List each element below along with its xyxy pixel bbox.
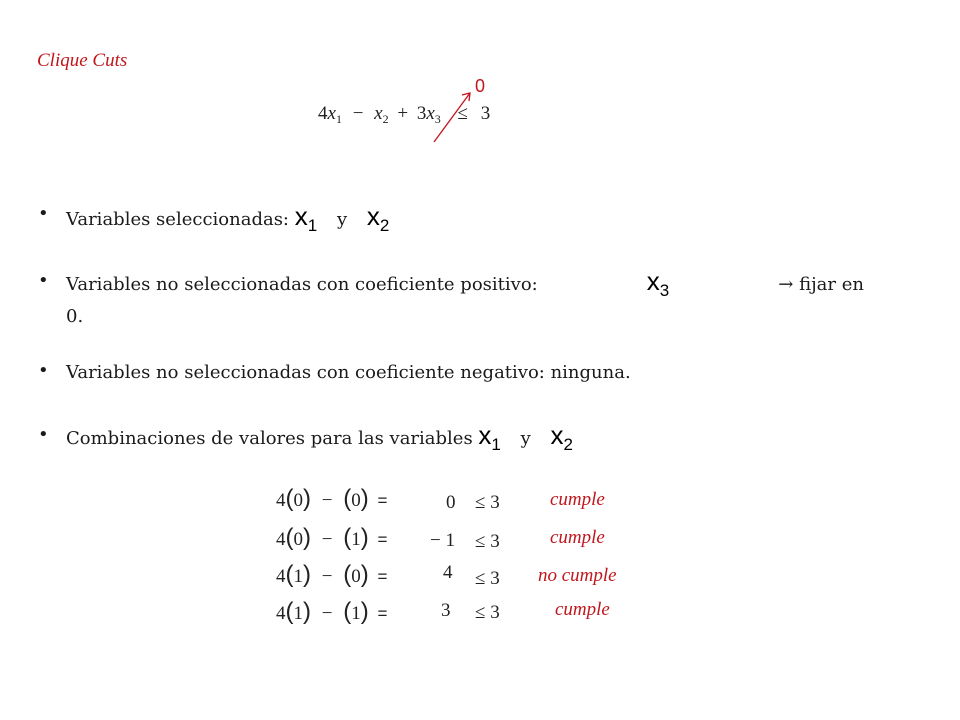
bullet-positive-coef xyxy=(66,268,866,330)
equals: = xyxy=(377,604,388,623)
combination-row xyxy=(276,561,387,589)
coef-1: 4 xyxy=(318,103,328,124)
var-letter: x xyxy=(550,420,564,450)
combination-row xyxy=(276,598,387,626)
rhs: 3 xyxy=(490,492,500,513)
value-b: 1 xyxy=(351,529,361,550)
value-a: 0 xyxy=(293,490,303,511)
rhs: 3 xyxy=(480,103,491,124)
result-label: cumple xyxy=(550,489,605,510)
slide-title: Clique Cuts xyxy=(37,50,128,71)
relation-leq: ≤ xyxy=(475,602,486,623)
bullet-icon: • xyxy=(38,424,49,445)
rhs: 3 xyxy=(490,602,500,623)
bullet-combinations xyxy=(66,422,866,458)
paren-open: ( xyxy=(343,524,352,551)
result-label: cumple xyxy=(550,527,605,548)
paren-close: ) xyxy=(360,485,369,512)
var-sub: 2 xyxy=(563,435,573,454)
var-letter: x xyxy=(478,420,492,450)
operator-plus: + xyxy=(397,103,409,124)
bullet-icon: • xyxy=(38,203,49,224)
combination-rel xyxy=(475,492,500,514)
relation-leq: ≤ xyxy=(475,492,486,513)
value-b: 1 xyxy=(351,603,361,624)
combination-row xyxy=(276,524,387,552)
combination-rel xyxy=(475,568,500,590)
result-label: cumple xyxy=(555,599,610,620)
equals: = xyxy=(377,530,388,549)
combination-row xyxy=(276,485,387,513)
coef: 4 xyxy=(276,566,286,587)
bullet-tail: → fijar en xyxy=(778,274,864,295)
var-x1: x xyxy=(327,103,336,124)
bullet-icon: • xyxy=(38,360,49,381)
relation-leq: ≤ xyxy=(475,568,486,589)
operator-minus: − xyxy=(321,490,333,511)
value-a: 1 xyxy=(293,566,303,587)
var-x2 xyxy=(550,420,573,454)
operator-minus: − xyxy=(321,603,333,624)
var-x1 xyxy=(294,201,318,235)
sub-2: 2 xyxy=(382,112,389,126)
paren-open: ( xyxy=(285,524,294,551)
coef: 4 xyxy=(276,603,286,624)
paren-close: ) xyxy=(360,524,369,551)
value-a: 1 xyxy=(293,603,303,624)
paren-open: ( xyxy=(285,485,294,512)
bullet-text: Combinaciones de valores para las variables xyxy=(66,428,473,449)
var-x3 xyxy=(647,268,669,304)
bullet-tail-2: 0. xyxy=(66,306,84,327)
var-x2: x xyxy=(374,103,383,124)
paren-close: ) xyxy=(303,485,311,512)
combination-value: − 1 xyxy=(430,530,455,551)
value-b: 0 xyxy=(351,566,361,587)
var-letter: x xyxy=(294,201,308,231)
var-sub: 1 xyxy=(491,435,501,454)
bullet-text: Variables seleccionadas: xyxy=(66,209,289,230)
var-sub: 1 xyxy=(307,216,318,235)
equals: = xyxy=(377,491,388,510)
coef: 4 xyxy=(276,490,286,511)
combination-value: 3 xyxy=(441,600,451,621)
combination-value: 4 xyxy=(443,562,453,583)
var-letter: x xyxy=(646,266,660,296)
coef-3: 3 xyxy=(416,103,427,124)
operator-minus: − xyxy=(321,566,333,587)
coef: 4 xyxy=(276,529,286,550)
equals: = xyxy=(377,567,388,586)
paren-open: ( xyxy=(343,485,352,512)
combination-value: 0 xyxy=(446,492,456,513)
value-a: 0 xyxy=(293,529,303,550)
annotation-zero: 0 xyxy=(475,76,486,96)
sub-3: 3 xyxy=(434,112,441,126)
operator-minus: − xyxy=(352,103,364,124)
var-x3: x xyxy=(426,103,435,124)
var-sub: 2 xyxy=(379,216,390,235)
var-sub: 3 xyxy=(659,281,670,300)
var-x2 xyxy=(366,201,390,235)
sub-1: 1 xyxy=(335,112,342,126)
combination-rel xyxy=(475,531,500,553)
bullet-icon: • xyxy=(38,270,49,291)
paren-open: ( xyxy=(285,598,294,625)
relation-leq: ≤ xyxy=(457,103,468,124)
paren-open: ( xyxy=(343,561,352,588)
paren-close: ) xyxy=(360,561,369,588)
rhs: 3 xyxy=(490,531,500,552)
paren-close: ) xyxy=(303,524,311,551)
value-b: 0 xyxy=(351,490,361,511)
result-label: no cumple xyxy=(538,565,617,586)
paren-close: ) xyxy=(303,598,311,625)
var-x1 xyxy=(478,420,501,454)
bullet-selected-vars xyxy=(66,203,866,239)
bullet-text: Variables no seleccionadas con coeficiente positivo: xyxy=(66,274,538,295)
var-letter: x xyxy=(366,201,380,231)
paren-close: ) xyxy=(360,598,369,625)
rhs: 3 xyxy=(490,568,500,589)
paren-open: ( xyxy=(285,561,294,588)
conjunction: y xyxy=(336,209,348,230)
operator-minus: − xyxy=(321,529,333,550)
combination-rel xyxy=(475,602,500,624)
bullet-negative-coef: Variables no seleccionadas con coeficiente negativo: ninguna. xyxy=(66,362,631,383)
paren-open: ( xyxy=(343,598,352,625)
relation-leq: ≤ xyxy=(475,531,486,552)
conjunction: y xyxy=(520,428,531,449)
strike-arrow-icon xyxy=(430,88,480,148)
paren-close: ) xyxy=(303,561,311,588)
